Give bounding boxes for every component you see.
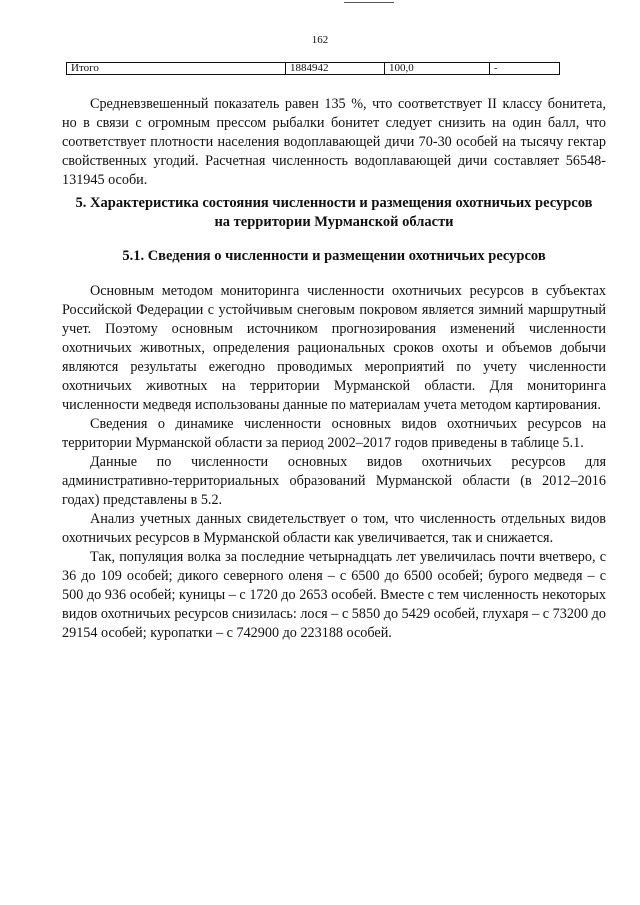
- paragraph: Сведения о динамике численности основных видов охотничьих ресурсов на территории Мурманской области за период 2002–2017 годов приведены в таблице 5.1.: [62, 416, 606, 451]
- section-heading-line-1: 5. Характеристика состояния численности и размещения охотничьих ресурсов: [75, 195, 593, 211]
- body-text: [62, 282, 606, 643]
- totals-percent-cell: 100,0: [385, 63, 490, 75]
- totals-table: [66, 62, 560, 75]
- section-heading-line-2: на территории Мурманской области: [214, 214, 454, 230]
- paragraph-block-1: [62, 95, 606, 190]
- totals-value-cell: 1884942: [286, 63, 385, 75]
- paragraph: Данные по численности основных видов охотничьих ресурсов для административно-территориальных образований Мурманской области (в 2012–2016 годах) представлены в 5.2.: [62, 454, 606, 508]
- top-rule: [344, 2, 394, 3]
- subsection-heading: 5.1. Сведения о численности и размещении охотничьих ресурсов: [122, 248, 546, 264]
- table-row: [67, 63, 560, 75]
- paragraph: Анализ учетных данных свидетельствует о том, что численность отдельных видов охотничьих ресурсов в Мурманской области как увеличивается, так и снижается.: [62, 511, 606, 546]
- paragraph: Средневзвешенный показатель равен 135 %, что соответствует II классу бонитета, но в связи с огромным прессом рыбалки бонитет следует снизить на один балл, что соответствует плотности населения водоплавающей дичи 70-30 особей на тысячу гектар свойственных угодий. Расчетная численность водоплавающей дичи составляет 56548-131945 особи.: [62, 96, 606, 188]
- totals-extra-cell: -: [490, 63, 560, 75]
- paragraph: Так, популяция волка за последние четырнадцать лет увеличилась почти вчетверо, с 36 до 109 особей; дикого северного оленя – с 6500 до 6500 особей; бурого медведя – с 500 до 936 особей; куницы – с 1720 до 2653 особей. Вместе с тем численность некоторых видов охотничьих ресурсов снизилась: лося – с 5850 до 5429 особей, глухаря – с 73200 до 29154 особей; куропатки – с 742900 до 223188 особей.: [62, 549, 606, 641]
- page-number: 162: [311, 34, 329, 46]
- section-heading: [62, 194, 606, 232]
- totals-label-cell: Итого: [67, 63, 286, 75]
- paragraph: Основным методом мониторинга численности охотничьих ресурсов в субъектах Российской Федерации с устойчивым снеговым покровом является зимний маршрутный учет. Поэтому основным источником прогнозирования изменений численности охотничьих животных, определения рациональных сроков охоты и объемов добычи являются результаты ежегодно проводимых мероприятий по учету численности охотничьих животных на территории Мурманской области. Для мониторинга численности медведя использованы данные по материалам учета методом картирования.: [62, 283, 606, 413]
